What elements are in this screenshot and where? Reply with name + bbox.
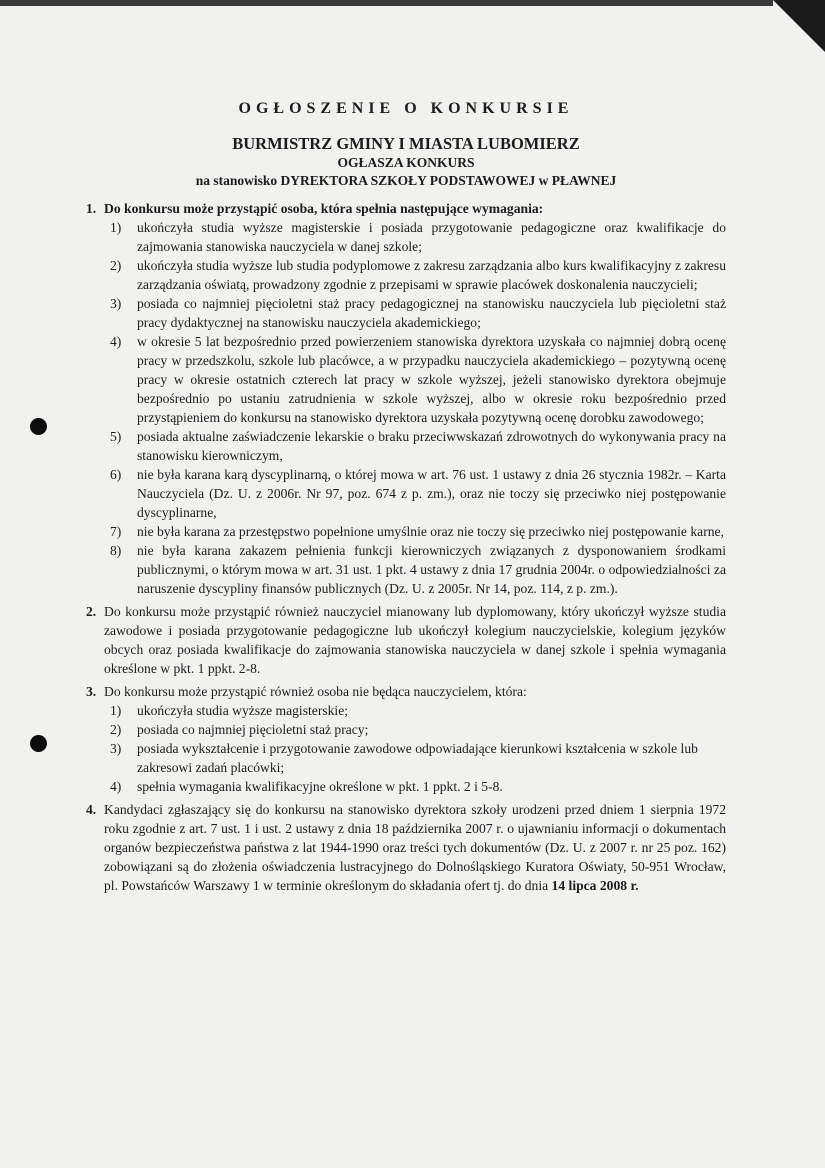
item-number: 6) <box>110 467 122 482</box>
issuer-heading: BURMISTRZ GMINY I MIASTA LUBOMIERZ <box>232 134 580 153</box>
item-text: ukończyła studia wyższe magisterskie i posiada przygotowanie pedagogiczne oraz kwalifikacje do zajmowania stanowiska nauczyciela w danej szkole; <box>137 220 726 254</box>
item-number: 5) <box>110 429 122 444</box>
section-4 <box>86 800 726 895</box>
item-text: posiada aktualne zaświadczenie lekarskie o braku przeciwwskazań zdrowotnych do wykonywania pracy na stanowisku kierowniczym, <box>137 429 726 463</box>
section-number: 3. <box>86 684 97 699</box>
list-item <box>110 294 726 332</box>
deadline-date: 14 lipca 2008 r. <box>551 878 639 893</box>
requirements-list <box>110 218 726 598</box>
announcement-heading: OGŁASZA KONKURS <box>337 155 475 170</box>
item-number: 4) <box>110 779 122 794</box>
document-title: OGŁOSZENIE O KONKURSIE <box>238 100 574 117</box>
punch-hole <box>30 418 47 435</box>
list-item <box>110 777 726 796</box>
item-number: 2) <box>110 722 122 737</box>
section-text: Do konkursu może przystąpić również nauczyciel mianowany lub dyplomowany, który ukończył wyższe studia zawodowe i posiada przygotowanie pedagogiczne lub ukończył kolegium nauczycielskie, kolegium języków obcych oraz posiada kwalifikacje do zajmowania stanowiska nauczyciela w danej szkole i spełnia wymagania określone w pkt. 1 ppkt. 2-8. <box>104 604 726 676</box>
section-text: Do konkursu może przystąpić również osoba nie będąca nauczycielem, która: <box>104 684 527 699</box>
section-heading <box>86 682 726 701</box>
section-text <box>104 800 726 895</box>
punch-hole <box>30 735 47 752</box>
section-heading <box>86 602 726 678</box>
item-text: w okresie 5 lat bezpośrednio przed powierzeniem stanowiska dyrektora uzyskała co najmniej dobrą ocenę pracy w przedszkolu, szkole lub placówce, a w przypadku nauczyciela akademickiego – pozytywną ocenę pracy w okresie ostatnich czterech lat pracy w szkole wyższej, jeżeli stanowisko dyrektora obejmuje bezpośrednio po ustaniu zatrudnienia w szkole wyższej, albo w okresie roku bezpośrednio przed przystąpieniem do konkursu na stanowisko dyrektora uzyskała pozytywną ocenę dorobku zawodowego; <box>137 334 726 425</box>
list-item <box>110 256 726 294</box>
item-number: 4) <box>110 334 122 349</box>
item-number: 3) <box>110 296 122 311</box>
section-heading <box>86 800 726 895</box>
list-item <box>110 739 726 777</box>
section-number: 2. <box>86 604 97 619</box>
item-text: ukończyła studia wyższe magisterskie; <box>137 703 349 718</box>
list-item <box>110 465 726 522</box>
item-number: 1) <box>110 703 122 718</box>
item-number: 1) <box>110 220 122 235</box>
item-text: nie była karana za przestępstwo popełnione umyślnie oraz nie toczy się przeciwko niej postępowanie karne, <box>137 524 724 539</box>
section-text: Do konkursu może przystąpić osoba, która spełnia następujące wymagania: <box>104 201 544 216</box>
scan-top-edge <box>0 0 773 6</box>
item-text: posiada co najmniej pięcioletni staż pracy; <box>137 722 369 737</box>
scan-folded-corner <box>773 0 825 52</box>
section-1 <box>86 199 726 598</box>
item-number: 8) <box>110 543 122 558</box>
list-item <box>110 541 726 598</box>
list-item <box>110 720 726 739</box>
position-heading: na stanowisko DYREKTORA SZKOŁY PODSTAWOWEJ w PŁAWNEJ <box>195 173 617 188</box>
list-item <box>110 218 726 256</box>
section-number: 1. <box>86 201 97 216</box>
item-text: posiada wykształcenie i przygotowanie zawodowe odpowiadające kierunkowi kształcenia w szkole lub zakresowi zadań placówki; <box>137 741 698 775</box>
list-item <box>110 427 726 465</box>
item-text: ukończyła studia wyższe lub studia podyplomowe z zakresu zarządzania albo kurs kwalifikacyjny z zakresu zarządzania oświatą, prowadzony zgodnie z przepisami w sprawie placówek doskonalenia nauczycieli; <box>137 258 726 292</box>
section-number: 4. <box>86 802 97 817</box>
item-number: 3) <box>110 741 122 756</box>
item-text: posiada co najmniej pięcioletni staż pracy pedagogicznej na stanowisku nauczyciela lub pięcioletni staż pracy dydaktycznej na stanowisku nauczyciela akademickiego; <box>137 296 726 330</box>
document-page <box>86 100 726 895</box>
lustration-text: Kandydaci zgłaszający się do konkursu na stanowisko dyrektora szkoły urodzeni przed dniem 1 sierpnia 1972 roku zgodnie z art. 7 ust. 1 i ust. 2 ustawy z dnia 18 października 2007 r. o ujawnianiu informacji o dokumentach organów bezpieczeństwa państwa z lat 1944-1990 oraz treści tych dokumentów (Dz. U. z 2007 r. nr 25 poz. 162) zobowiązani są do złożenia oświadczenia lustracyjnego do Dolnośląskiego Kuratora Oświaty, 50-951 Wrocław, pl. Powstańców Warszawy 1 w terminie określonym do składania ofert tj. do dnia <box>104 802 726 893</box>
section-2 <box>86 602 726 678</box>
item-text: nie była karana karą dyscyplinarną, o której mowa w art. 76 ust. 1 ustawy z dnia 26 stycznia 1982r. – Karta Nauczyciela (Dz. U. z 2006r. Nr 97, poz. 674 z p. zm.), oraz nie toczy się przeciwko niej postępowanie dyscyplinarne, <box>137 467 726 520</box>
list-item <box>110 701 726 720</box>
section-heading <box>86 199 726 218</box>
list-item <box>110 332 726 427</box>
item-number: 7) <box>110 524 122 539</box>
item-text: spełnia wymagania kwalifikacyjne określone w pkt. 1 ppkt. 2 i 5-8. <box>137 779 503 794</box>
item-number: 2) <box>110 258 122 273</box>
requirements-list <box>110 701 726 796</box>
item-text: nie była karana zakazem pełnienia funkcji kierowniczych związanych z dysponowaniem środkami publicznymi, o którym mowa w art. 31 ust. 1 pkt. 4 ustawy z dnia 17 grudnia 2004r. o odpowiedzialności za naruszenie dyscypliny finansów publicznych (Dz. U. z 2005r. Nr 14, poz. 114, z p. zm.). <box>137 543 726 596</box>
list-item <box>110 522 726 541</box>
section-3 <box>86 682 726 796</box>
